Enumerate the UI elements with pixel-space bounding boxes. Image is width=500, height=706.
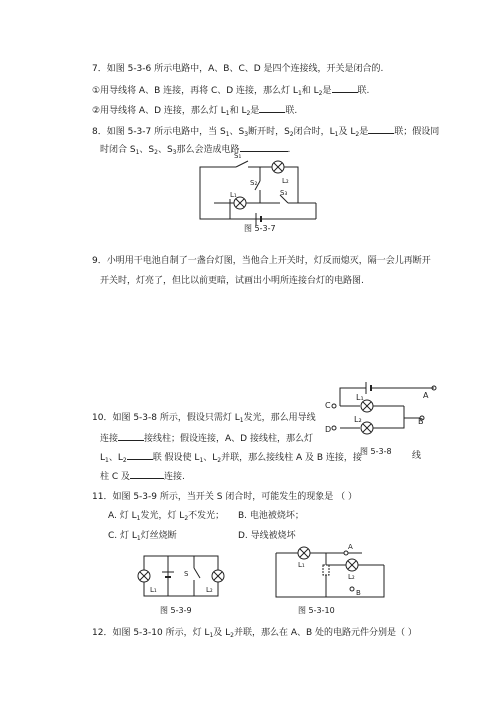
label-a: A — [348, 543, 353, 551]
label-a: A — [423, 391, 429, 400]
q11-stem: 11．如图 5-3-9 所示，当开关 S 闭合时，可能发生的现象是 （ ） — [92, 492, 358, 502]
q7-option-1: ①用导线将 A、B 连接，再将 C、D 连接，那么灯 $L_1$和 $L_2$是 联. — [92, 83, 369, 97]
figure-caption-5-3-7: 图 5-3-7 — [244, 224, 276, 233]
q9-line-2: 开关时，灯亮了，但比以前更暗，试画出小明所连接台灯的电路图. — [100, 276, 364, 286]
circuit-diagram-5-3-9 — [138, 552, 224, 602]
label-l1: L₁ — [356, 393, 364, 402]
label-l1: L₁ — [230, 191, 237, 199]
q10-line-4: 柱 C 及 连接. — [100, 469, 185, 483]
label-l2: L₂ — [348, 573, 355, 581]
label-d: D — [325, 425, 332, 434]
label-b: B — [356, 589, 361, 597]
label-s1: S₁ — [234, 152, 242, 160]
q11-option-c: C. 灯 $L_1$灯丝烧断 — [108, 531, 177, 542]
label-b: B — [418, 417, 424, 426]
label-l2: L₂ — [354, 415, 362, 424]
q8-line-2: 时闭合 $S_1$、$S_2$、$S_3$那么会造成电路 . — [100, 142, 290, 156]
answer-blank[interactable] — [127, 450, 153, 460]
label-s2: S₂ — [250, 179, 258, 187]
label-l1: L₁ — [150, 586, 157, 594]
q12-stem: 12．如图 5-3-10 所示，灯 $L_1$及 $L_2$并联，那么在 A、B 处的电路元件分别是（ ） — [92, 628, 417, 639]
q10-line-3-tail: 线 — [412, 451, 422, 461]
q11-option-d: D. 导线被烧坏 — [238, 531, 296, 541]
figure-caption-5-3-9: 图 5-3-9 — [160, 606, 192, 615]
figure-caption-5-3-8: 图 5-3-8 — [360, 447, 392, 456]
q7-option-2: ②用导线将 A、D 连接，那么灯 $L_1$和 $L_2$是 联. — [92, 103, 297, 117]
answer-blank[interactable] — [240, 142, 288, 152]
answer-blank[interactable] — [259, 103, 285, 113]
label-c: C — [325, 401, 331, 410]
q9-line-1: 9．小明用干电池自制了一盏台灯图，当他合上开关时，灯反而熄灭，隔一会儿再断开 — [92, 256, 431, 266]
answer-blank[interactable] — [118, 431, 144, 441]
circuit-diagram-5-3-10 — [272, 545, 388, 601]
q11-option-a: A. 灯 $L_1$发光，灯 $L_2$不发光； — [108, 511, 225, 522]
label-l2: L₂ — [206, 586, 213, 594]
q10-line-2: 连接 接线柱；假设连接，A、D 接线柱，那么灯 — [100, 431, 313, 445]
q11-option-b: B. 电池被烧坏； — [238, 511, 304, 521]
label-l2: L₂ — [282, 177, 289, 185]
label-l1: L₁ — [298, 561, 305, 569]
q10-line-3: $L_1$、$L_2$ 联 假设使 $L_1$、$L_2$并联，那么接线柱 A 及 B 连接，接 — [100, 450, 362, 464]
circuit-diagram-5-3-8 — [322, 378, 438, 442]
label-s3: S₃ — [280, 189, 288, 197]
q7-stem: 7．如图 5-3-6 所示电路中，A、B、C、D 是四个连接线，开关是闭合的. — [92, 64, 384, 74]
q10-line-1: 10．如图 5-3-8 所示，假设只需灯 $L_1$发光，那么用导线 — [92, 413, 316, 424]
answer-blank[interactable] — [130, 469, 164, 479]
answer-blank[interactable] — [368, 124, 394, 134]
label-s: S — [184, 570, 189, 578]
figure-caption-5-3-10: 图 5-3-10 — [298, 606, 335, 615]
q8-line-1: 8．如图 5-3-7 所示电路中，当 $S_1$、$S_3$断开时，$S_2$闭合时，$L_1$及 $L_2$是 联；假设同 — [92, 124, 439, 138]
answer-blank[interactable] — [332, 83, 358, 93]
